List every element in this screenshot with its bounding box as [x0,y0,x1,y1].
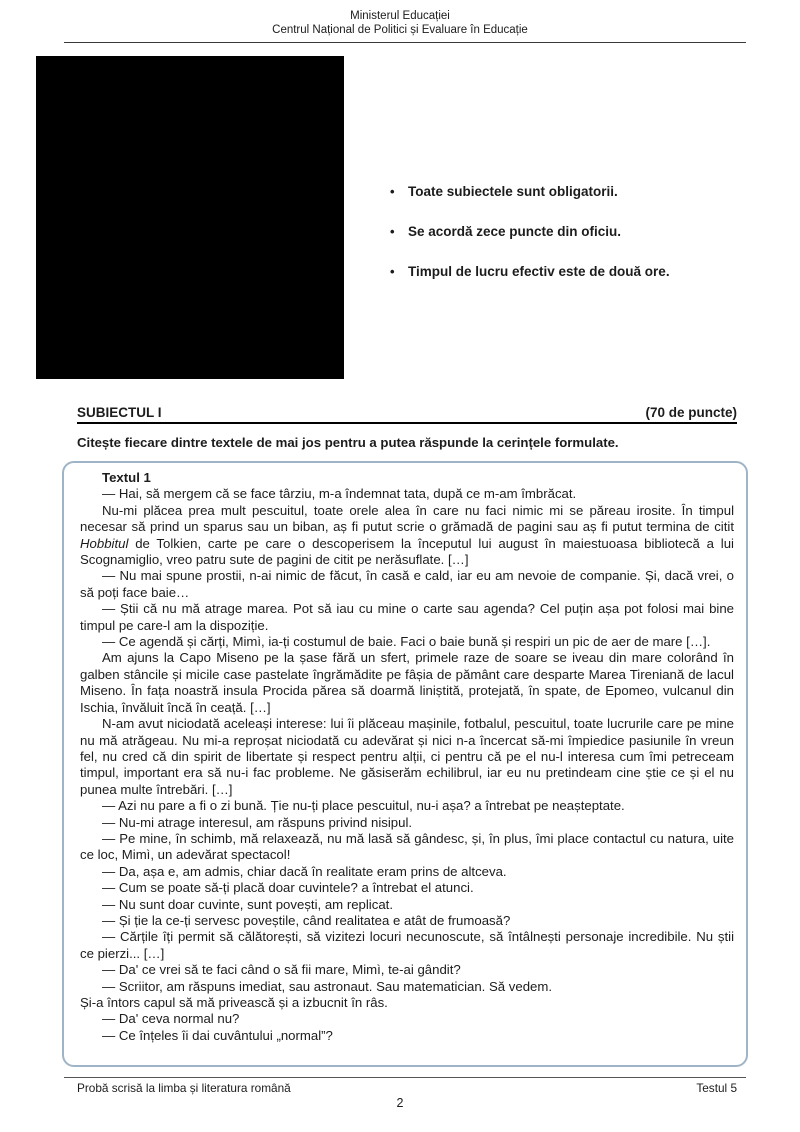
text-paragraph: — Cum se poate să-ți placă doar cuvintele? a întrebat el atunci. [102,880,474,896]
subject-points: (70 de puncte) [645,405,737,420]
text-paragraph: Nu-mi plăcea prea mult pescuitul, toate orele alea în care nu faci nimic mi se păreau irosite. În timpul necesar să prind un sparus sau un biban, aș fi putut scrie o grămadă de pagini sau aș fi putut termina de citit Hobbitul de Tolkien, carte pe care o descoperisem la începutul lui august în maiestuoasa bibliotecă a lui Scognamiglio, vreo patru sute de pagini de citit pe nerăsuflate. […] [80,502,734,568]
text-paragraph: — Ce agendă și cărți, Mimì, ia-ți costumul de baie. Faci o baie bună și respiri un pic de aer de mare […]. [102,634,711,650]
text-paragraph: — Știi că nu mă atrage marea. Pot să iau cu mine o carte sau agenda? Cel puțin așa pot folosi mai bine timpul pe care-l am la dispoziție. [80,601,734,633]
text-paragraph: Am ajuns la Capo Miseno pe la șase fără un sfert, primele raze de soare se iveau din mare colorând în galben stâncile și micile case pastelate îngrămădite pe fâșia de pământ care desparte Marea Tireniană de lacul Miseno. În fața noastră insula Procida părea să doarmă liniștită, protejată, în spate, de Epomeo, vulcanul din Ischia, învăluit încă în ceață. […] [80,650,734,715]
notice-text: Se acordă zece puncte din oficiu. [408,224,622,239]
text-paragraph: — Da' ceva normal nu? [102,1011,240,1027]
notice-item [390,183,770,200]
text-paragraph: — Nu sunt doar cuvinte, sunt povești, am replicat. [102,896,393,912]
textul-1-paragraphs [80,486,734,1044]
text-paragraph: Și-a întors capul să mă privească și a izbucnit în râs. [80,995,388,1010]
text-paragraph: — Ce înțeles îi dai cuvântului „normal”? [102,1027,333,1043]
text-paragraph: — Scriitor, am răspuns imediat, sau astronaut. Sau matematician. Să vedem. [102,978,553,994]
textul-1-box [62,461,748,1067]
footer-divider [64,1077,746,1078]
bullet-icon: • [390,184,395,199]
footer-test-number: Testul 5 [696,1081,737,1095]
text-paragraph: — Cărțile îți permit să călătorești, să vizitezi locuri necunoscute, să întâlnești personaje incredibile. Nu știi ce pierzi... […] [80,929,734,961]
instruction-text: Citește fiecare dintre textele de mai jos pentru a putea răspunde la cerințele formulate. [77,435,619,450]
subject-title: SUBIECTUL I [77,405,162,420]
header-line-ministry: Ministerul Educației [350,10,450,22]
text-paragraph: — Și ție la ce-ți servesc poveștile, când realitatea e atât de frumoasă? [102,912,511,928]
text-paragraph: — Nu-mi atrage interesul, am răspuns privind nisipul. [102,814,413,830]
textul-1-heading: Textul 1 [102,470,151,485]
bullet-icon: • [390,224,395,239]
footer-exam-name: Probă scrisă la limba și literatura română [77,1081,291,1095]
text-paragraph: — Da' ce vrei să te faci când o să fii mare, Mimì, te-ai gândit? [102,962,461,978]
text-paragraph: — Da, așa e, am admis, chiar dacă în realitate eram prins de altceva. [102,863,507,879]
notice-item [390,263,770,280]
page-number: 2 [396,1096,404,1110]
text-paragraph: — Hai, să mergem că se face târziu, m-a îndemnat tata, după ce m-am îmbrăcat. [102,486,577,502]
page-header [0,9,800,37]
header-line-center: Centrul Național de Politici și Evaluare în Educație [272,24,528,36]
text-paragraph: — Pe mine, în schimb, mă relaxează, nu mă lasă să gândesc, și, în plus, îmi place contactul cu natura, uite ce loc, Mimì, un adevărat spectacol! [80,830,734,863]
text-paragraph: — Azi nu pare a fi o zi bună. Ție nu-ți place pescuitul, nu-i așa? a întrebat pe neașteptate. [102,798,625,814]
notice-text: Toate subiectele sunt obligatorii. [408,184,618,199]
text-paragraph: — Nu mai spune prostii, n-ai nimic de făcut, în casă e cald, iar eu am nevoie de companie. Și, dacă vrei, o să poți face baie… [80,568,734,600]
notice-item [390,223,770,240]
bullet-icon: • [390,264,395,279]
redacted-image [36,56,344,379]
header-divider [64,42,746,43]
subject-heading-row [77,405,737,424]
text-paragraph: N-am avut niciodată aceleași interese: lui îi plăceau mașinile, fotbalul, pescuitul, toate lucrurile care pe mine nu mă atrăgeau. Nu mi-a reproșat niciodată cu adevărat și nici n-a încercat să-mi împiedice pasiunile în vreun fel, nu cred că din spirit de libertate și respect pentru alții, ci pentru că pe el nu-l interesa cum îmi petreceam timpul, important era să nu-i fac probleme. Ne găsiserăm echilibrul, iar eu nu pretindeam cine știe ce și el nu punea multe întrebări. […] [80,716,734,797]
exam-notices [390,183,770,303]
page-footer [77,1081,737,1095]
notice-text: Timpul de lucru efectiv este de două ore. [408,264,670,279]
